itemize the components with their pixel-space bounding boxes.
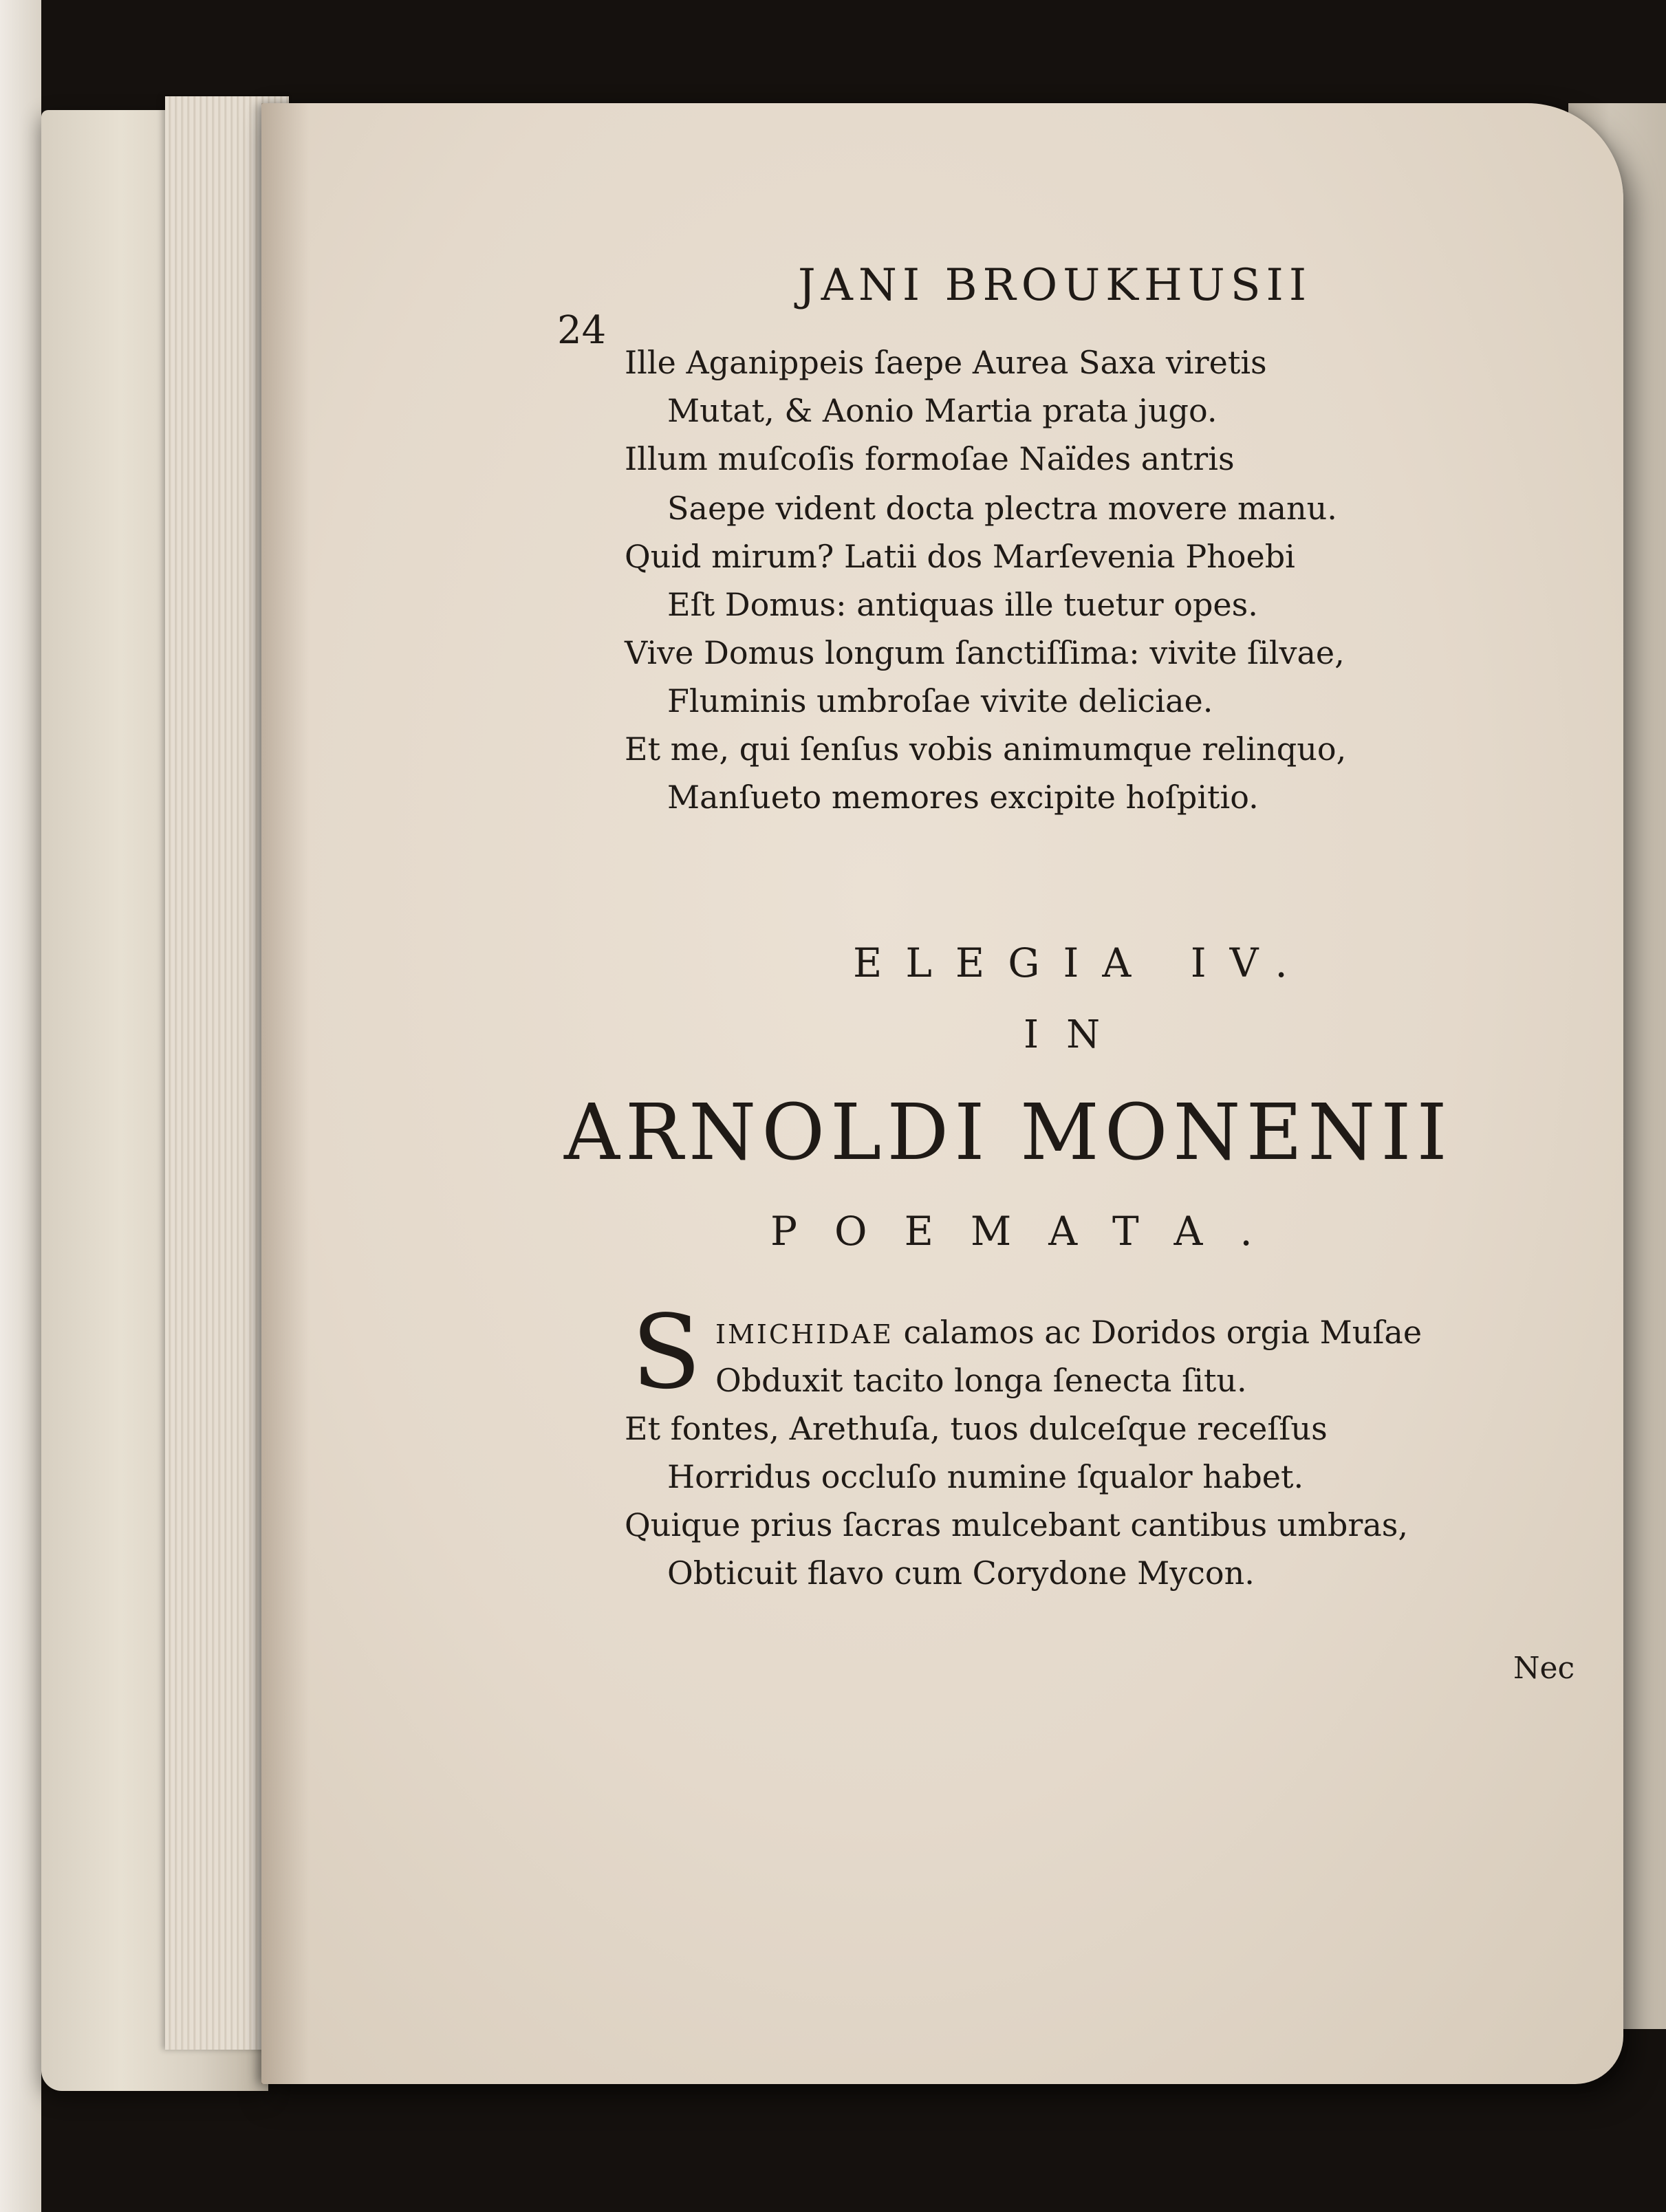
verse-line: Illum muſcoſis formoſae Naïdes antris	[625, 440, 1235, 477]
verse-line: Obduxit tacito longa ſenecta ſitu.	[715, 1362, 1247, 1399]
first-word-smallcaps: IMICHIDAE	[715, 1319, 894, 1349]
running-head: JANI BROUKHUSII	[798, 260, 1312, 311]
verse-line: Quid mirum? Latii dos Marſevenia Phoebi	[625, 538, 1295, 575]
poet-name-heading: ARNOLDI MONENII	[564, 1088, 1453, 1178]
verse-line: Ille Aganippeis ſaepe Aurea Saxa viretis	[625, 344, 1267, 381]
page-number: 24	[557, 308, 607, 353]
drop-cap: S	[631, 1293, 702, 1411]
verse-line: Et me, qui ſenſus vobis animumque relinquo,	[625, 730, 1347, 768]
background-left	[0, 0, 41, 2212]
verse-line: Manſueto memores excipite hoſpitio.	[667, 779, 1259, 816]
verse-line: Horridus occluſo numine ſqualor habet.	[667, 1458, 1304, 1495]
verse-line: Obticuit flavo cum Corydone Mycon.	[667, 1554, 1255, 1592]
verse-line-first	[715, 1314, 1422, 1351]
verse-line: Eſt Domus: antiquas ille tuetur opes.	[667, 586, 1258, 623]
spine-shadow	[261, 103, 310, 2084]
heading-in: IN	[1024, 1012, 1128, 1057]
verse-line: Fluminis umbroſae vivite deliciae.	[667, 682, 1213, 719]
catchword: Nec	[1513, 1651, 1575, 1686]
verse-line: Saepe vident docta plectra movere manu.	[667, 490, 1337, 527]
elegy-heading: ELEGIA IV.	[853, 940, 1311, 986]
verse-line: Et fontes, Arethuſa, tuos dulceſque receſſus	[625, 1410, 1328, 1447]
verse-line: Quique prius ſacras mulcebant cantibus umbras,	[625, 1506, 1409, 1543]
first-line-rest: calamos ac Doridos orgia Muſae	[903, 1314, 1422, 1351]
poemata-heading: POEMATA.	[770, 1208, 1290, 1255]
verse-line: Mutat, & Aonio Martia prata jugo.	[667, 392, 1218, 429]
verse-line: Vive Domus longum ſanctiſſima: vivite ſilvae,	[625, 634, 1345, 671]
